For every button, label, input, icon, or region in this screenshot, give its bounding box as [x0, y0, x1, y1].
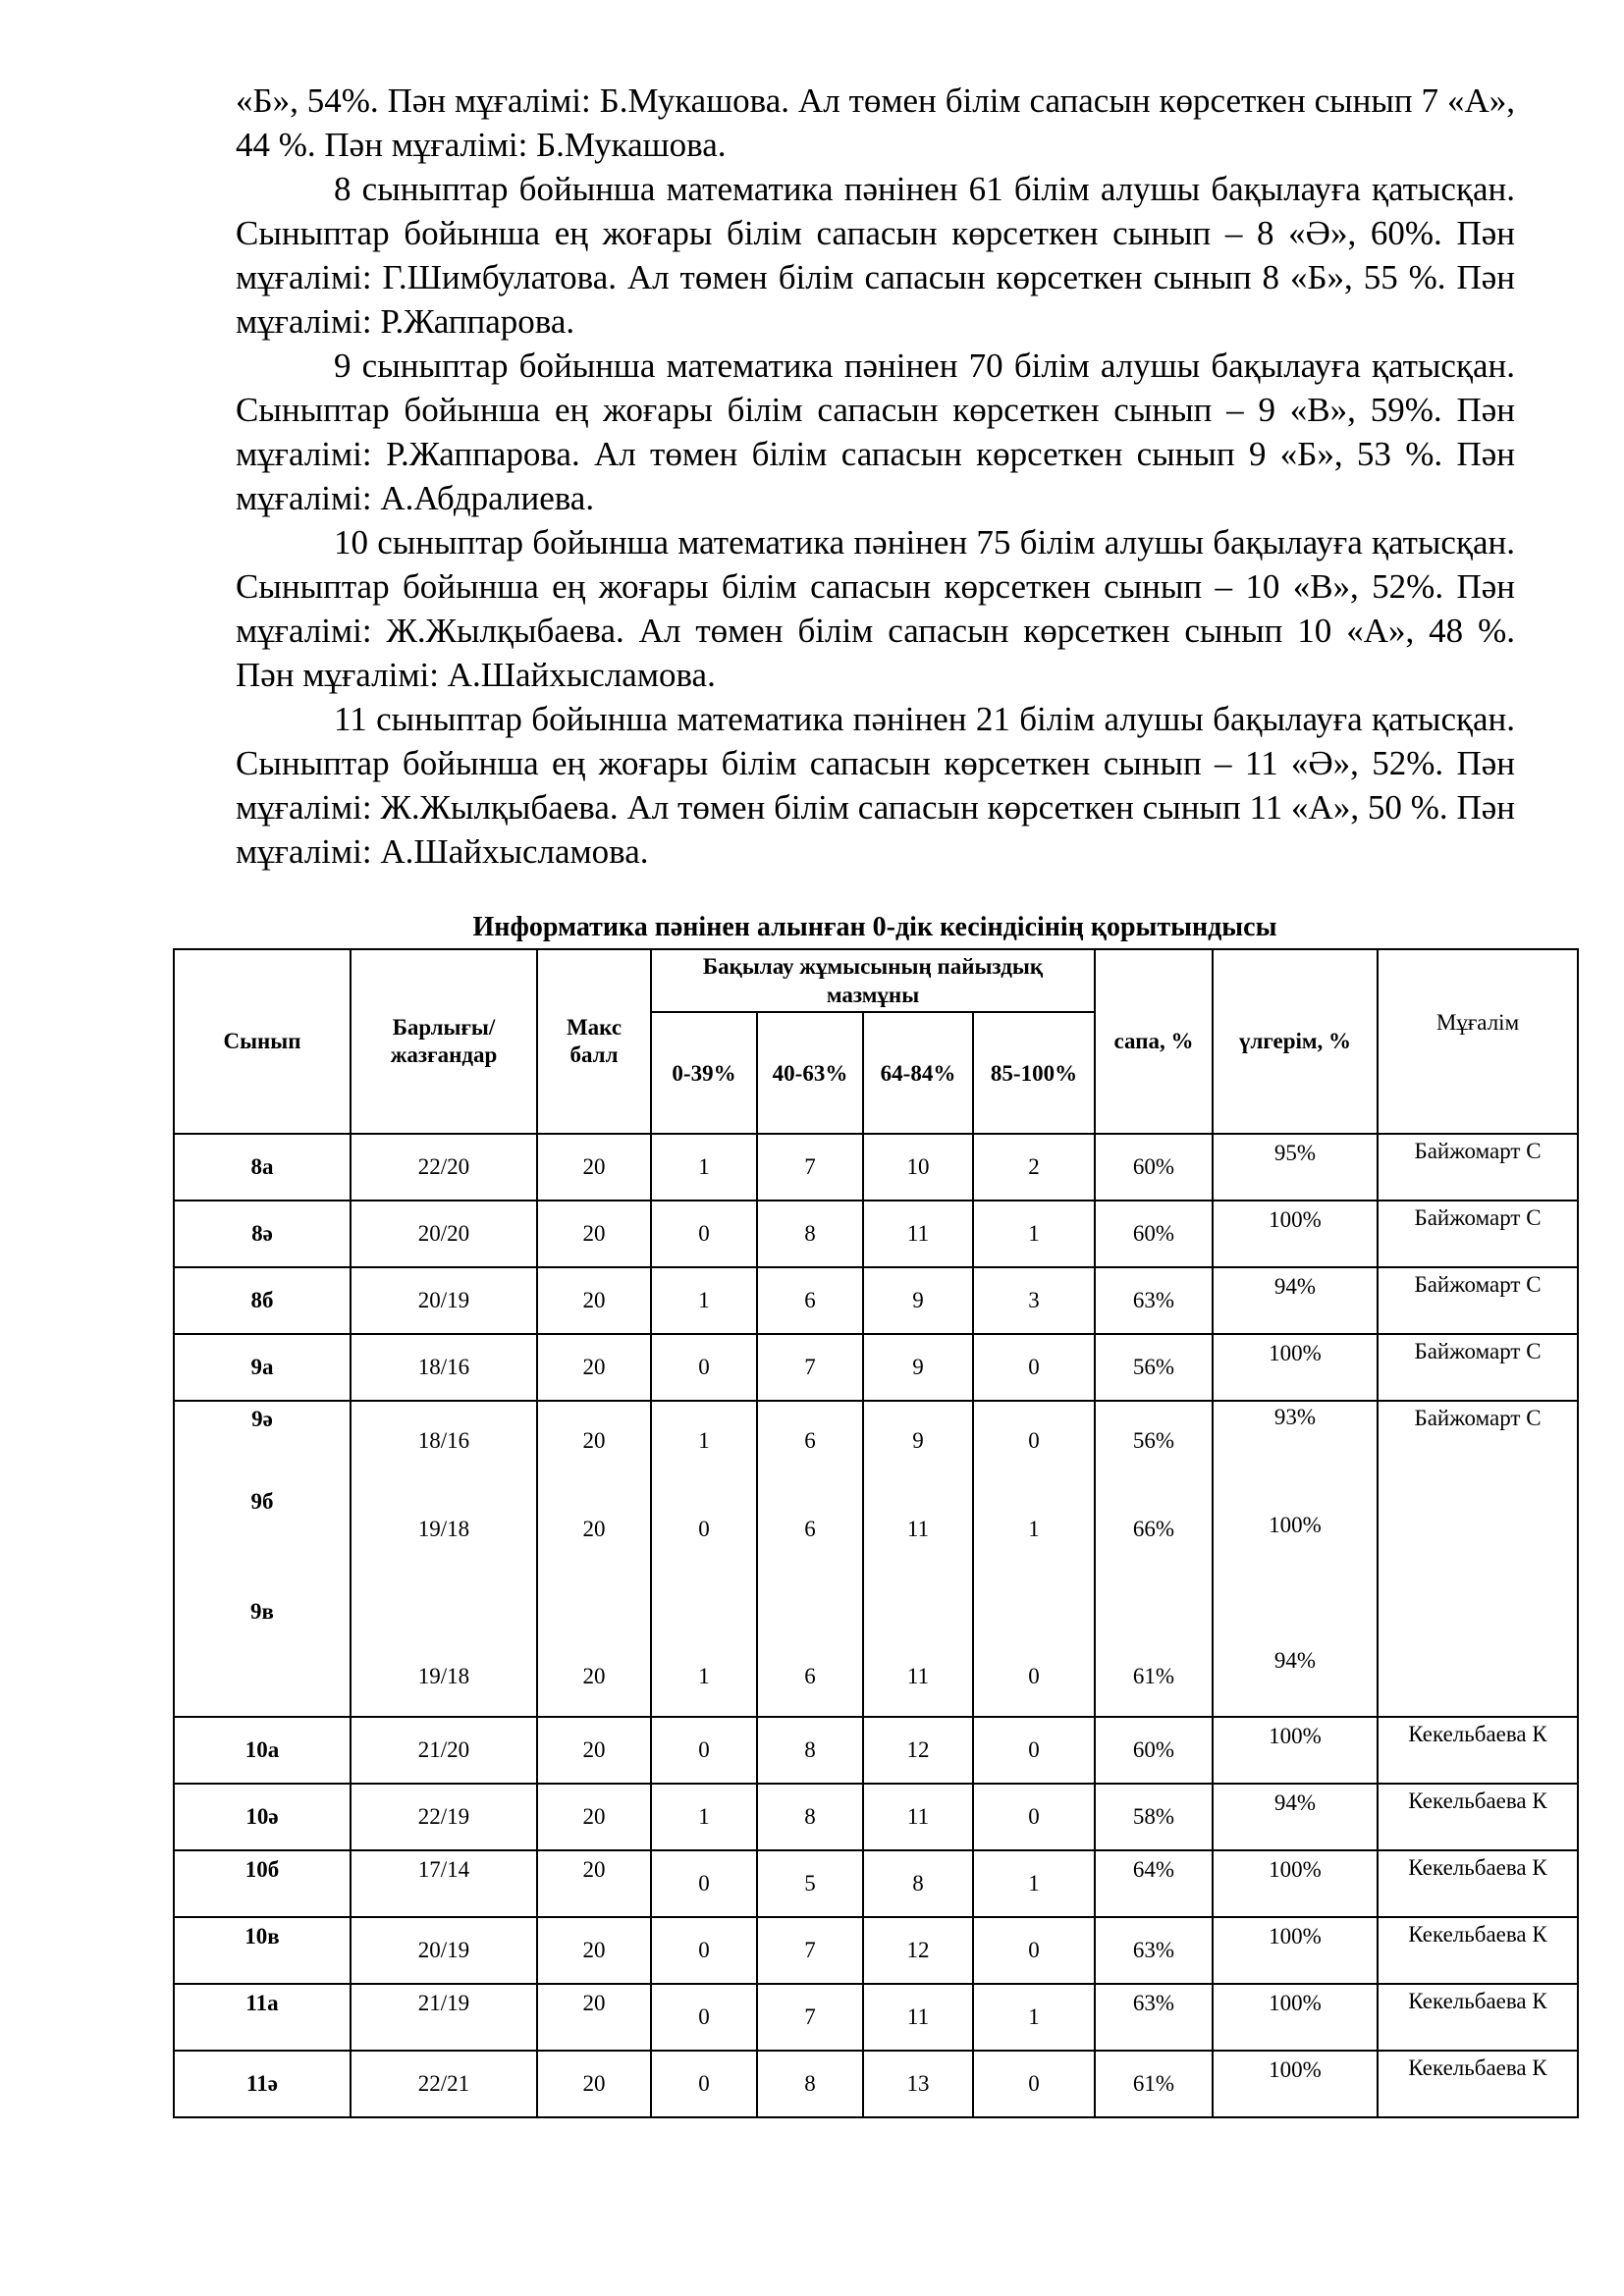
- progress-cell: 100%: [1213, 1717, 1378, 1784]
- class-cell: 9б: [250, 1489, 274, 1514]
- range3-cell: 11: [863, 1784, 973, 1850]
- class-cell: 8а: [174, 1134, 351, 1201]
- range2-cell: 6: [804, 1664, 816, 1688]
- range1-cell: 0: [698, 1517, 710, 1541]
- total-cell: 20/20: [351, 1201, 537, 1267]
- table-row: [174, 1267, 1578, 1334]
- header-range-40-63: 40-63%: [757, 1012, 863, 1134]
- total-cell: 18/16: [417, 1428, 470, 1453]
- table-row: [174, 2051, 1578, 2117]
- max-cell: 20: [537, 2051, 651, 2117]
- paragraph: 8 сыныптар бойынша математика пәнінен 61 білім алушы бақылауға қатысқан. Сыныптар бойынша ең жоғары білім сапасын көрсеткен сынып – 8 «Ә», 60%. Пән мұғалімі: Г.Шимбулатова. Ал төмен білім сапасын көрсеткен сынып 8 «Б», 55 %. Пән мұғалімі: Р.Жаппарова.: [236, 170, 1515, 341]
- progress-cell: 100%: [1213, 1984, 1378, 2051]
- max-cell: 20: [537, 1717, 651, 1784]
- range2-cell: 6: [804, 1428, 816, 1453]
- table-row: [174, 1850, 1578, 1917]
- range1-cell: 0: [651, 1201, 757, 1267]
- teacher-cell: Байжомарт С: [1378, 1267, 1578, 1334]
- range3-cell: 9: [863, 1267, 973, 1334]
- max-cell: 20: [537, 1850, 651, 1917]
- range1-cell: 1: [651, 1267, 757, 1334]
- paragraph: 11 сыныптар бойынша математика пәнінен 21 білім алушы бақылауға қатысқан. Сыныптар бойынша ең жоғары білім сапасын көрсеткен сынып – 11 «Ә», 52%. Пән мұғалімі: Ж.Жылқыбаева. Ал төмен білім сапасын көрсеткен сынып 11 «А», 50 %. Пән мұғалімі: А.Шайхысламова.: [236, 700, 1515, 871]
- teacher-cell: Байжомарт С: [1378, 1201, 1578, 1267]
- quality-cell: 60%: [1095, 1201, 1213, 1267]
- max-cell: 20: [537, 1201, 651, 1267]
- total-cell: 22/21: [351, 2051, 537, 2117]
- range4-cell: 0: [1028, 1664, 1040, 1688]
- progress-cell: 100%: [1213, 2051, 1378, 2117]
- progress-cell: 100%: [1213, 1201, 1378, 1267]
- range3-cell: 11: [906, 1517, 930, 1541]
- range3-cell: 9: [863, 1334, 973, 1401]
- total-cell: 20/19: [351, 1267, 537, 1334]
- max-cell: 20: [537, 1984, 651, 2051]
- class-cell: 11а: [174, 1984, 351, 2051]
- range2-cell: 8: [757, 1717, 863, 1784]
- total-cell: 21/20: [351, 1717, 537, 1784]
- range4-cell: 0: [1028, 1428, 1040, 1453]
- progress-cell-group: [1213, 1401, 1378, 1717]
- range2-cell: 8: [757, 1201, 863, 1267]
- progress-cell: 100%: [1269, 1513, 1322, 1537]
- class-cell: 9ә: [251, 1407, 273, 1431]
- range1-cell: 1: [698, 1664, 710, 1688]
- max-cell: 20: [537, 1917, 651, 1984]
- class-cell-group: [174, 1401, 351, 1717]
- teacher-cell: Кекельбаева К: [1378, 2051, 1578, 2117]
- range3-cell: 11: [863, 1984, 973, 2051]
- table-row: [174, 1134, 1578, 1201]
- range2-cell-group: [757, 1401, 863, 1717]
- range3-cell: 9: [912, 1428, 924, 1453]
- max-cell: 20: [537, 1784, 651, 1850]
- total-cell: 19/18: [417, 1517, 470, 1541]
- paragraph: 10 сыныптар бойынша математика пәнінен 75 білім алушы бақылауға қатысқан. Сыныптар бойынша ең жоғары білім сапасын көрсеткен сынып – 10 «В», 52%. Пән мұғалімі: Ж.Жылқыбаева. Ал төмен білім сапасын көрсеткен сынып 10 «А», 48 %. Пән мұғалімі: А.Шайхысламова.: [236, 523, 1515, 694]
- header-total: Барлығы/ жазғандар: [351, 949, 537, 1134]
- progress-cell: 95%: [1213, 1134, 1378, 1201]
- progress-cell: 93%: [1273, 1405, 1317, 1429]
- range1-cell: 0: [651, 1850, 757, 1917]
- range1-cell: 0: [651, 1717, 757, 1784]
- range1-cell: 1: [651, 1134, 757, 1201]
- range3-cell: 13: [863, 2051, 973, 2117]
- range1-cell: 1: [651, 1784, 757, 1850]
- range1-cell: 0: [651, 2051, 757, 2117]
- progress-cell: 100%: [1213, 1917, 1378, 1984]
- range4-cell: 1: [973, 1984, 1095, 2051]
- total-cell: 20/19: [351, 1917, 537, 1984]
- range3-cell: 12: [863, 1717, 973, 1784]
- total-cell: 19/18: [417, 1664, 470, 1688]
- class-cell: 10ә: [174, 1784, 351, 1850]
- range2-cell: 7: [757, 1984, 863, 2051]
- total-cell: 18/16: [351, 1334, 537, 1401]
- paragraph: 9 сыныптар бойынша математика пәнінен 70 білім алушы бақылауға қатысқан. Сыныптар бойынша ең жоғары білім сапасын көрсеткен сынып – 9 «В», 59%. Пән мұғалімі: Р.Жаппарова. Ал төмен білім сапасын көрсеткен сынып 9 «Б», 53 %. Пән мұғалімі: А.Абдралиева.: [236, 347, 1515, 517]
- range3-cell-group: [863, 1401, 973, 1717]
- class-cell: 9а: [174, 1334, 351, 1401]
- merged-table-row: [174, 1401, 1578, 1717]
- results-table: [173, 948, 1579, 2118]
- quality-cell-group: [1095, 1401, 1213, 1717]
- teacher-cell: Кекельбаева К: [1378, 1784, 1578, 1850]
- max-cell: 20: [537, 1267, 651, 1334]
- quality-cell: 60%: [1095, 1717, 1213, 1784]
- class-cell: 10а: [174, 1717, 351, 1784]
- max-cell: 20: [537, 1334, 651, 1401]
- total-cell: 17/14: [351, 1850, 537, 1917]
- range4-cell: 0: [973, 2051, 1095, 2117]
- quality-cell: 56%: [1095, 1334, 1213, 1401]
- quality-cell: 66%: [1132, 1517, 1175, 1541]
- teacher-cell: Кекельбаева К: [1378, 1850, 1578, 1917]
- range4-cell: 1: [973, 1850, 1095, 1917]
- range1-cell: 1: [698, 1428, 710, 1453]
- progress-cell: 100%: [1213, 1334, 1378, 1401]
- range4-cell: 0: [973, 1917, 1095, 1984]
- range2-cell: 7: [757, 1917, 863, 1984]
- quality-cell: 56%: [1132, 1428, 1175, 1453]
- table-row: [174, 1917, 1578, 1984]
- teacher-cell: Кекельбаева К: [1378, 1984, 1578, 2051]
- header-progress: үлгерім, %: [1213, 949, 1378, 1134]
- range4-cell: 3: [973, 1267, 1095, 1334]
- header-range-0-39: 0-39%: [651, 1012, 757, 1134]
- report-text: [236, 79, 1515, 874]
- header-quality: сапа, %: [1095, 949, 1213, 1134]
- range4-cell: 2: [973, 1134, 1095, 1201]
- progress-cell: 94%: [1213, 1784, 1378, 1850]
- total-cell-group: [351, 1401, 537, 1717]
- teacher-cell: Байжомарт С: [1378, 1134, 1578, 1201]
- quality-cell: 63%: [1095, 1267, 1213, 1334]
- teacher-cell: Кекельбаева К: [1378, 1717, 1578, 1784]
- header-percent-group: Бақылау жұмысының пайыздық мазмұны: [651, 949, 1095, 1012]
- table-row: [174, 1984, 1578, 2051]
- range4-cell: 0: [973, 1717, 1095, 1784]
- range2-cell: 8: [757, 1784, 863, 1850]
- range4-cell: 1: [973, 1201, 1095, 1267]
- header-class: Сынып: [174, 949, 351, 1134]
- range4-cell: 1: [1028, 1517, 1040, 1541]
- range3-cell: 12: [863, 1917, 973, 1984]
- range1-cell-group: [651, 1401, 757, 1717]
- quality-cell: 61%: [1095, 2051, 1213, 2117]
- range3-cell: 11: [863, 1201, 973, 1267]
- range2-cell: 7: [757, 1134, 863, 1201]
- table-title: Информатика пәнінен алынған 0-дік кесіндісінің қорытындысы: [472, 912, 1277, 942]
- table-row: [174, 1784, 1578, 1850]
- teacher-cell: Байжомарт С: [1378, 1334, 1578, 1401]
- range3-cell: 11: [906, 1664, 930, 1688]
- total-cell: 22/20: [351, 1134, 537, 1201]
- class-cell: 9в: [250, 1599, 274, 1624]
- range2-cell: 5: [757, 1850, 863, 1917]
- class-cell: 11ә: [174, 2051, 351, 2117]
- table-row: [174, 1201, 1578, 1267]
- progress-cell: 100%: [1213, 1850, 1378, 1917]
- paragraph: «Б», 54%. Пән мұғалімі: Б.Мукашова. Ал төмен білім сапасын көрсеткен сынып 7 «А», 44 %. Пән мұғалімі: Б.Мукашова.: [236, 81, 1515, 164]
- teacher-cell: Байжомарт С: [1378, 1401, 1578, 1717]
- progress-cell: 94%: [1213, 1267, 1378, 1334]
- header-teacher: Мұғалім: [1378, 949, 1578, 1134]
- max-cell: 20: [582, 1517, 606, 1541]
- range1-cell: 0: [651, 1917, 757, 1984]
- progress-cell: 94%: [1273, 1648, 1317, 1673]
- range3-cell: 10: [863, 1134, 973, 1201]
- range2-cell: 6: [757, 1267, 863, 1334]
- table-row: [174, 1717, 1578, 1784]
- range2-cell: 7: [757, 1334, 863, 1401]
- quality-cell: 63%: [1095, 1984, 1213, 2051]
- class-cell: 8б: [174, 1267, 351, 1334]
- max-cell: 20: [582, 1428, 606, 1453]
- header-max: Макс балл: [537, 949, 651, 1134]
- max-cell: 20: [537, 1134, 651, 1201]
- total-cell: 22/19: [351, 1784, 537, 1850]
- class-cell: 10в: [174, 1917, 351, 1984]
- quality-cell: 64%: [1095, 1850, 1213, 1917]
- teacher-cell: Кекельбаева К: [1378, 1917, 1578, 1984]
- range4-cell-group: [973, 1401, 1095, 1717]
- quality-cell: 61%: [1132, 1664, 1175, 1688]
- range4-cell: 0: [973, 1334, 1095, 1401]
- max-cell-group: [537, 1401, 651, 1717]
- max-cell: 20: [582, 1664, 606, 1688]
- quality-cell: 63%: [1095, 1917, 1213, 1984]
- range2-cell: 8: [757, 2051, 863, 2117]
- class-cell: 8ә: [174, 1201, 351, 1267]
- range1-cell: 0: [651, 1984, 757, 2051]
- quality-cell: 60%: [1095, 1134, 1213, 1201]
- range4-cell: 0: [973, 1784, 1095, 1850]
- class-cell: 10б: [174, 1850, 351, 1917]
- range3-cell: 8: [863, 1850, 973, 1917]
- range1-cell: 0: [651, 1334, 757, 1401]
- header-range-85-100: 85-100%: [973, 1012, 1095, 1134]
- range2-cell: 6: [804, 1517, 816, 1541]
- header-range-64-84: 64-84%: [863, 1012, 973, 1134]
- total-cell: 21/19: [351, 1984, 537, 2051]
- table-row: [174, 1334, 1578, 1401]
- quality-cell: 58%: [1095, 1784, 1213, 1850]
